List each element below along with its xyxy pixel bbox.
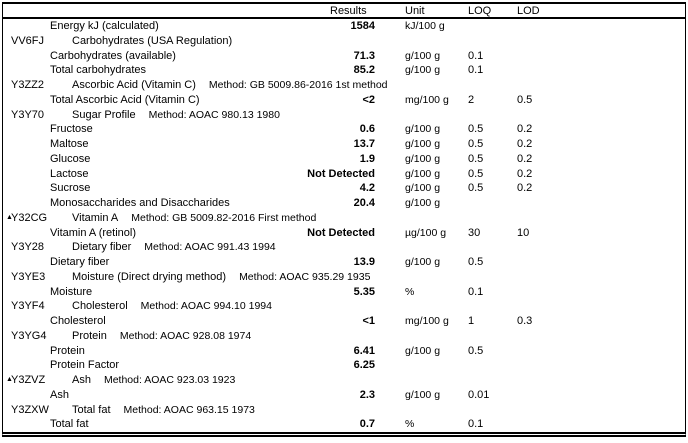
analysis-code: VV6FJ — [11, 34, 45, 47]
results-table — [2, 2, 686, 437]
result-row — [3, 137, 685, 152]
group-row — [3, 34, 685, 49]
group-row — [3, 299, 685, 314]
unit-value: µg/100 g — [405, 226, 447, 239]
result-row — [3, 255, 685, 270]
unit-value: g/100 g — [405, 167, 441, 180]
lod-value: 0.2 — [517, 138, 533, 150]
result-row — [3, 314, 685, 329]
group-analyte-name: Total fat — [72, 403, 111, 416]
loq-value: 0.1 — [468, 285, 484, 298]
column-header-lod: LOD — [517, 5, 540, 17]
group-title — [72, 34, 232, 49]
analysis-code: Y3ZXW — [11, 403, 49, 416]
unit-value: % — [405, 418, 415, 431]
result-row — [3, 226, 685, 241]
group-analyte-name: Dietary fiber — [72, 241, 132, 254]
result-value: 85.2 — [353, 64, 375, 77]
analyte-label: Vitamin A (retinol) — [50, 226, 137, 239]
lod-value: 0.2 — [517, 123, 533, 136]
group-analyte-name: Moisture (Direct drying method) — [72, 270, 227, 283]
result-row — [3, 93, 685, 108]
unit-value: g/100 g — [405, 182, 441, 195]
analyte-label: Sucrose — [50, 182, 91, 195]
result-row — [3, 285, 685, 300]
loq-value: 0.5 — [468, 256, 484, 268]
unit-value: g/100 g — [405, 388, 441, 401]
result-row — [3, 152, 685, 167]
loq-value: 0.1 — [468, 49, 484, 62]
loq-value: 0.1 — [468, 418, 484, 431]
unit-value: g/100 g — [405, 152, 441, 165]
lod-value: 0.2 — [517, 167, 533, 180]
result-value: 0.6 — [359, 123, 375, 136]
analyte-label: Dietary fiber — [50, 256, 110, 268]
analyte-label: Total Ascorbic Acid (Vitamin C) — [50, 93, 200, 106]
loq-value: 0.5 — [468, 167, 484, 180]
analyte-label: Glucose — [50, 152, 91, 165]
column-header-loq: LOQ — [468, 5, 492, 17]
unit-value: mg/100 g — [405, 93, 449, 106]
group-title — [72, 108, 280, 123]
triangle-up-icon: ▲ — [6, 376, 13, 383]
analyte-label: Fructose — [50, 123, 93, 136]
result-row — [3, 196, 685, 211]
method-text: Method: AOAC 991.43 1994 — [144, 241, 276, 254]
analyte-label: Protein Factor — [50, 359, 120, 372]
column-header-unit: Unit — [405, 5, 425, 17]
result-row — [3, 122, 685, 137]
lod-value: 0.5 — [517, 93, 533, 106]
method-text: Method: GB 5009.82-2016 First method — [131, 211, 317, 224]
analysis-code: Y32CG — [11, 211, 48, 224]
loq-value: 0.5 — [468, 182, 484, 195]
result-value: <1 — [362, 315, 375, 327]
result-value: 13.9 — [353, 256, 375, 268]
result-row — [3, 344, 685, 359]
lod-value: 0.3 — [517, 315, 533, 327]
method-text: Method: AOAC 928.08 1974 — [119, 329, 252, 342]
group-title — [72, 299, 272, 314]
analyte-label: Lactose — [50, 167, 89, 180]
analysis-code: Y3YE3 — [11, 270, 46, 283]
analyte-label: Energy kJ (calculated) — [50, 20, 159, 32]
loq-value: 30 — [468, 226, 481, 239]
loq-value: 0.5 — [468, 138, 484, 150]
result-value: Not Detected — [307, 167, 375, 180]
loq-value: 0.5 — [468, 344, 484, 357]
table-header-row — [3, 4, 685, 19]
group-row — [3, 329, 685, 344]
loq-value: 0.5 — [468, 123, 484, 136]
result-row — [3, 181, 685, 196]
group-row — [3, 108, 685, 123]
analyte-label: Monosaccharides and Disaccharides — [50, 197, 230, 209]
method-text: Method: AOAC 935.29 1935 — [239, 270, 371, 283]
group-row — [3, 240, 685, 255]
group-analyte-name: Vitamin A — [72, 211, 119, 224]
group-title — [72, 329, 251, 344]
result-value: <2 — [362, 93, 375, 106]
lod-value: 10 — [517, 226, 530, 239]
analysis-code: Y3YG4 — [11, 329, 47, 342]
group-row — [3, 78, 685, 93]
result-row — [3, 19, 685, 34]
result-value: 6.41 — [353, 344, 375, 357]
result-value: Not Detected — [307, 226, 375, 239]
result-value: 2.3 — [359, 388, 375, 401]
group-row — [3, 373, 685, 388]
group-analyte-name: Ash — [72, 374, 91, 386]
loq-value: 0.1 — [468, 64, 484, 77]
triangle-up-icon: ▲ — [6, 213, 13, 221]
analyte-label: Cholesterol — [50, 315, 106, 327]
analyte-label: Moisture — [50, 285, 93, 298]
loq-value: 2 — [468, 93, 475, 106]
group-title — [72, 240, 276, 255]
group-analyte-name: Cholesterol — [72, 300, 128, 313]
unit-value: g/100 g — [405, 123, 441, 136]
result-value: 0.7 — [359, 418, 375, 431]
result-row — [3, 49, 685, 64]
method-text: Method: AOAC 923.03 1923 — [103, 374, 236, 386]
result-row — [3, 167, 685, 182]
analysis-code: Y3ZVZ — [11, 374, 46, 386]
group-title — [72, 270, 370, 285]
unit-value: g/100 g — [405, 344, 441, 357]
loq-value: 0.01 — [468, 388, 490, 401]
group-row — [3, 211, 685, 226]
analyte-label: Protein — [50, 344, 85, 357]
result-row — [3, 63, 685, 78]
result-row — [3, 388, 685, 403]
result-row — [3, 358, 685, 373]
group-title — [72, 211, 316, 226]
group-analyte-name: Protein — [72, 329, 107, 342]
group-row — [3, 270, 685, 285]
group-title — [72, 403, 255, 418]
result-value: 1.9 — [359, 152, 375, 165]
result-value: 13.7 — [353, 138, 375, 150]
analysis-code: Y3YF4 — [11, 300, 45, 313]
analysis-code: Y3Y28 — [11, 241, 45, 254]
lod-value: 0.2 — [517, 182, 533, 195]
result-value: 1584 — [350, 20, 375, 32]
unit-value: g/100 g — [405, 49, 441, 62]
result-value: 5.35 — [353, 285, 375, 298]
analyte-label: Total fat — [50, 418, 89, 431]
result-value: 6.25 — [353, 359, 375, 372]
table-body — [3, 19, 685, 432]
column-header-results: Results — [330, 5, 367, 17]
result-value: 4.2 — [359, 182, 375, 195]
group-row — [3, 403, 685, 418]
group-title — [72, 78, 388, 93]
method-text: Method: AOAC 994.10 1994 — [140, 300, 272, 313]
method-text: Method: AOAC 963.15 1973 — [123, 403, 255, 416]
unit-value: g/100 g — [405, 197, 441, 209]
method-text: Method: AOAC 980.13 1980 — [148, 108, 280, 121]
lod-value: 0.2 — [517, 152, 533, 165]
result-row — [3, 417, 685, 432]
group-analyte-name: Sugar Profile — [72, 108, 136, 121]
unit-value: mg/100 g — [405, 315, 449, 327]
analysis-code: Y3ZZ2 — [11, 79, 45, 91]
unit-value: g/100 g — [405, 64, 441, 77]
loq-value: 0.5 — [468, 152, 484, 165]
group-analyte-name: Carbohydrates (USA Regulation) — [72, 34, 233, 47]
result-value: 20.4 — [353, 197, 375, 209]
unit-value: % — [405, 285, 415, 298]
analyte-label: Carbohydrates (available) — [50, 49, 176, 62]
loq-value: 1 — [468, 315, 475, 327]
unit-value: g/100 g — [405, 138, 441, 150]
group-title — [72, 373, 235, 388]
result-value: 71.3 — [353, 49, 375, 62]
unit-value: g/100 g — [405, 256, 441, 268]
method-text: Method: GB 5009.86-2016 1st method — [208, 79, 388, 91]
analyte-label: Maltose — [50, 138, 89, 150]
group-analyte-name: Ascorbic Acid (Vitamin C) — [72, 79, 196, 91]
analyte-label: Ash — [50, 388, 69, 401]
unit-value: kJ/100 g — [405, 20, 445, 32]
analyte-label: Total carbohydrates — [50, 64, 146, 77]
analysis-code: Y3Y70 — [11, 108, 45, 121]
